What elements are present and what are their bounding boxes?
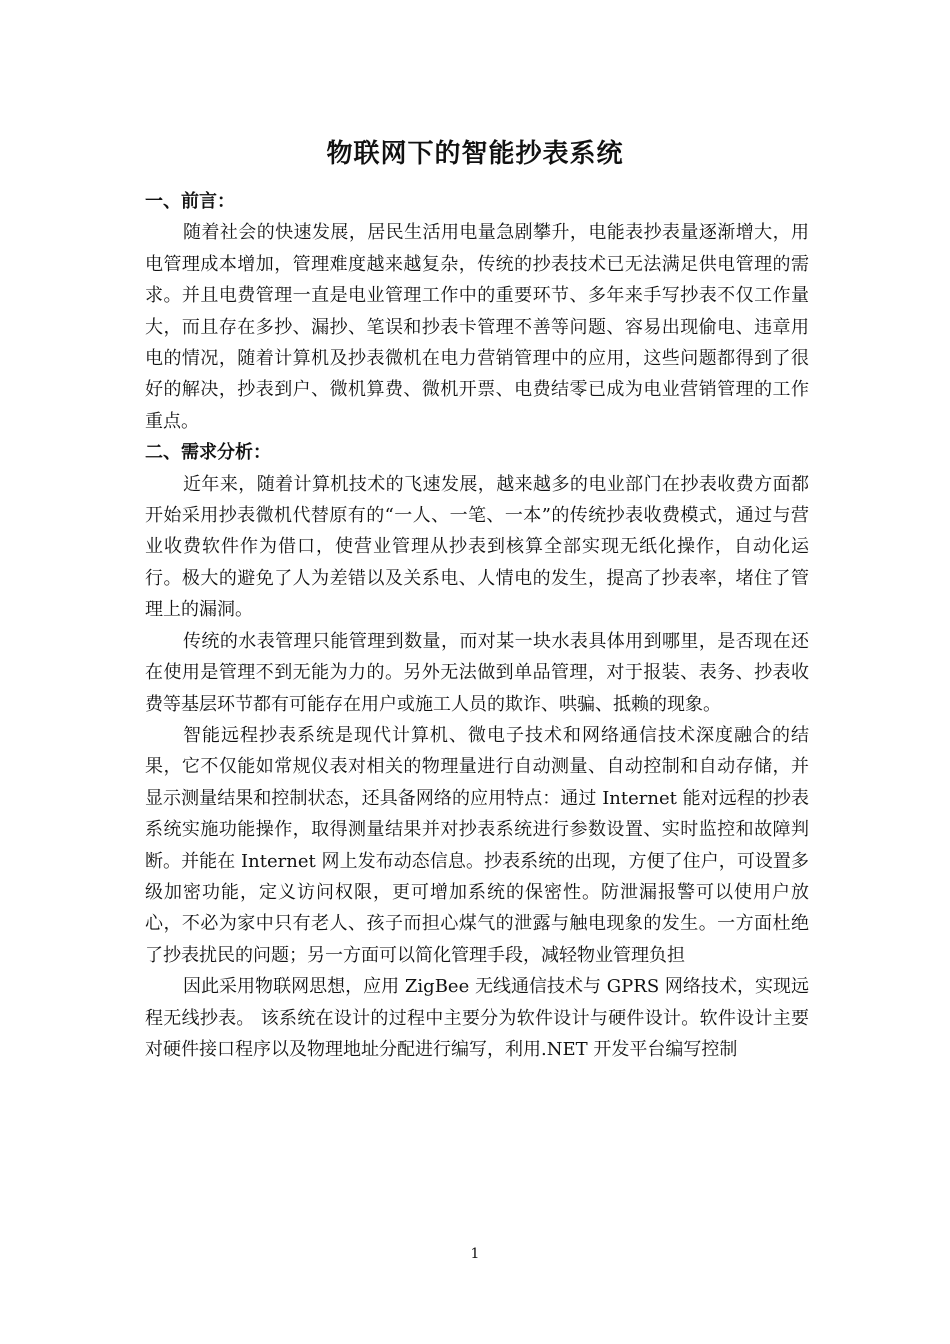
paragraph: 传统的水表管理只能管理到数量，而对某一块水表具体用到哪里，是否现在还在使用是管理不到无能为力的。另外无法做到单品管理，对于报装、表务、抄表收费等基层环节都有可能存在用户或施工人员的欺诈、哄骗、抵赖的现象。 xyxy=(145,630,809,715)
document-title: 物联网下的智能抄表系统 xyxy=(326,139,624,169)
section-heading-requirements: 二、需求分析： xyxy=(145,442,271,464)
page-number: 1 xyxy=(470,1246,480,1262)
section-heading-preface: 一、前言： xyxy=(145,191,235,212)
paragraph: 近年来，随着计算机技术的飞速发展，越来越多的电业部门在抄表收费方面都开始采用抄表微机代替原有的“一人、一笔、一本”的传统抄表收费模式，通过与营业收费软件作为借口，使营业管理从抄表到核算全部实现无纸化操作，自动化运行。极大的避免了人为差错以及关系电、人情电的发生，提高了抄表率，堵住了管理上的漏洞。 xyxy=(145,473,809,621)
paragraph: 因此采用物联网思想，应用 ZigBee 无线通信技术与 GPRS 网络技术，实现远程无线抄表。 该系统在设计的过程中主要分为软件设计与硬件设计。软件设计主要对硬件接口程序以及物理地址分配进行编写，利用.NET 开发平台编写控制 xyxy=(145,976,809,1060)
document-body xyxy=(145,186,809,1065)
paragraph: 智能远程抄表系统是现代计算机、微电子技术和网络通信技术深度融合的结果，它不仅能如常规仪表对相关的物理量进行自动测量、自动控制和自动存储，并显示测量结果和控制状态，还具备网络的应用特点：通过 Internet 能对远程的抄表系统实施功能操作，取得测量结果并对抄表系统进行参数设置、实时监控和故障判断。并能在 Internet 网上发布动态信息。抄表系统的出现，方便了住户，可设置多级加密功能，定义访问权限，更可增加系统的保密性。防泄漏报警可以使用户放心，不必为家中只有老人、孩子而担心煤气的泄露与触电现象的发生。一方面杜绝了抄表扰民的问题；另一方面可以简化管理手段，减轻物业管理负担 xyxy=(145,724,809,966)
paragraph: 随着社会的快速发展，居民生活用电量急剧攀升，电能表抄表量逐渐增大，用电管理成本增加，管理难度越来越复杂，传统的抄表技术已无法满足供电管理的需求。并且电费管理一直是电业管理工作中的重要环节、多年来手写抄表不仅工作量大，而且存在多抄、漏抄、笔误和抄表卡管理不善等问题、容易出现偷电、违章用电的情况，随着计算机及抄表微机在电力营销管理中的应用，这些问题都得到了很好的解决，抄表到户、微机算费、微机开票、电费结零已成为电业营销管理的工作重点。 xyxy=(145,222,809,432)
